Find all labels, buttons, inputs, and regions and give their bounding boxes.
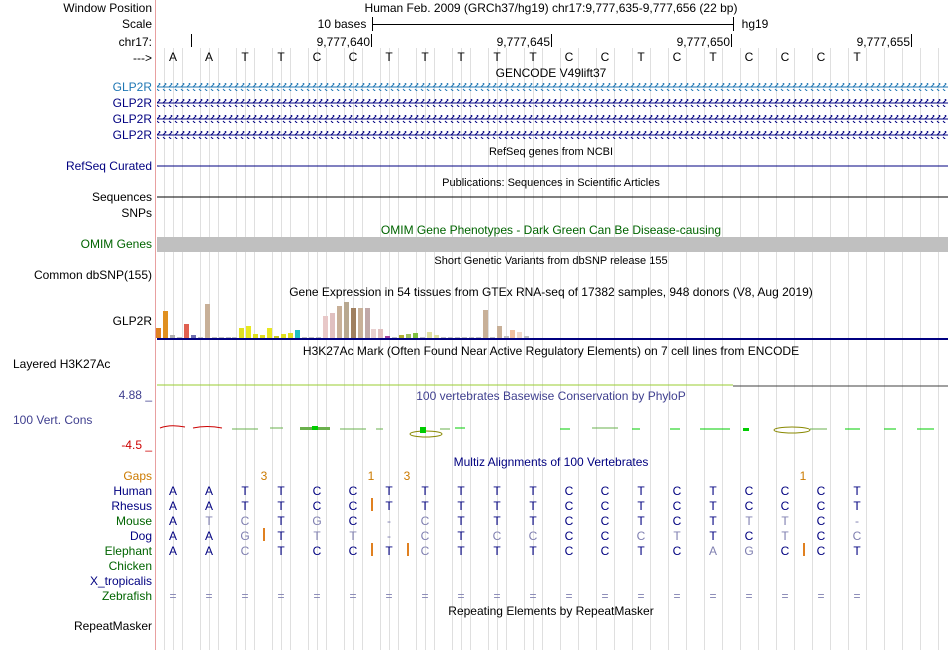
gtex-tissue-bar[interactable]: [504, 336, 509, 338]
sequence-base: T: [637, 50, 645, 64]
ruler-coordinate: 9,777,645: [496, 35, 550, 49]
alignment-base: G: [312, 514, 322, 528]
scale-assembly-text: hg19: [741, 17, 769, 31]
alignment-base: A: [168, 499, 178, 513]
multiz-track-title: Multiz Alignments of 100 Vertebrates: [453, 455, 649, 469]
gtex-tissue-bar[interactable]: [510, 330, 515, 338]
gtex-tissue-bar[interactable]: [267, 328, 272, 338]
sequence-base: T: [709, 50, 717, 64]
sequence-base: A: [168, 50, 178, 64]
gtex-tissue-bar[interactable]: [497, 326, 502, 338]
gap-count: 1: [367, 469, 375, 483]
alignment-base: C: [780, 544, 790, 558]
gap-count: 1: [799, 469, 807, 483]
h3k27ac-track-label[interactable]: Layered H3K27Ac: [13, 357, 111, 371]
alignment-base: C: [816, 514, 826, 528]
sequence-base: C: [564, 50, 574, 64]
alignment-base: T: [493, 484, 501, 498]
alignment-base: =: [601, 589, 609, 603]
gtex-tissue-bar[interactable]: [524, 336, 529, 338]
alignment-base: C: [240, 544, 250, 558]
alignment-base: T: [637, 514, 645, 528]
ruler-coordinate: 9,777,640: [316, 35, 370, 49]
gtex-tissue-bar[interactable]: [184, 324, 189, 338]
alignment-base: C: [420, 529, 430, 543]
species-label-dog[interactable]: Dog: [129, 529, 152, 543]
alignment-base: C: [816, 544, 826, 558]
gtex-tissue-bar[interactable]: [434, 335, 439, 338]
gtex-tissue-bar[interactable]: [163, 311, 168, 338]
gtex-tissue-bar[interactable]: [191, 335, 196, 338]
gtex-tissue-bar[interactable]: [274, 336, 279, 338]
gtex-tissue-bar[interactable]: [253, 334, 258, 338]
alignment-base: T: [277, 514, 285, 528]
alignment-base: C: [780, 499, 790, 513]
gencode-track-label[interactable]: GLP2R: [112, 128, 152, 142]
gap-count: 3: [403, 469, 411, 483]
alignment-base: C: [636, 529, 646, 543]
gtex-tissue-bar[interactable]: [490, 337, 495, 338]
publications-track-title: Publications: Sequences in Scientific Articles: [442, 177, 660, 189]
gtex-tissue-bar[interactable]: [170, 335, 175, 338]
sequence-base: C: [744, 50, 754, 64]
alignment-base: =: [205, 589, 213, 603]
alignment-base: T: [493, 499, 501, 513]
gtex-tissue-bar[interactable]: [358, 308, 363, 338]
gtex-tissue-bar[interactable]: [517, 332, 522, 338]
gtex-tissue-bar[interactable]: [260, 335, 265, 338]
alignment-base: =: [673, 589, 681, 603]
alignment-base: T: [529, 514, 537, 528]
gtex-tissue-bar[interactable]: [483, 310, 488, 338]
gtex-tissue-bar[interactable]: [371, 329, 376, 338]
gtex-tissue-bar[interactable]: [441, 337, 446, 338]
gtex-tissue-bar[interactable]: [316, 337, 321, 338]
alignment-base: T: [277, 529, 285, 543]
alignment-base: T: [781, 514, 789, 528]
alignment-base: T: [493, 544, 501, 558]
phylop-max-label: 4.88 _: [118, 388, 152, 402]
alignment-base: C: [672, 544, 682, 558]
phylop-signal[interactable]: [160, 426, 934, 437]
alignment-base: C: [528, 529, 538, 543]
alignment-base: =: [637, 589, 645, 603]
alignment-base: =: [529, 589, 537, 603]
alignment-base: T: [385, 499, 393, 513]
gtex-tissue-bar[interactable]: [156, 328, 161, 338]
gtex-tissue-bar[interactable]: [385, 336, 390, 338]
sequence-base: T: [529, 50, 537, 64]
snp-track-title: Short Genetic Variants from dbSNP release 155: [434, 255, 668, 267]
alignment-base: =: [817, 589, 825, 603]
gtex-tissue-bar[interactable]: [219, 337, 224, 338]
gtex-tissue-bar[interactable]: [351, 308, 356, 338]
strand-arrow-label: --->: [133, 51, 152, 65]
alignment-base: T: [457, 484, 465, 498]
refseq-track-label[interactable]: RefSeq Curated: [65, 159, 152, 173]
species-label-rhesus[interactable]: Rhesus: [111, 499, 152, 513]
alignment-base: C: [312, 544, 322, 558]
alignment-base: T: [781, 529, 789, 543]
alignment-base: T: [853, 499, 861, 513]
gtex-tissue-bar[interactable]: [330, 313, 335, 338]
alignment-base: T: [241, 484, 249, 498]
alignment-base: T: [241, 499, 249, 513]
gtex-tissue-bar[interactable]: [476, 337, 481, 338]
sequence-base: T: [853, 50, 861, 64]
phylop-track-label[interactable]: 100 Vert. Cons: [13, 413, 93, 427]
species-label-human[interactable]: Human: [113, 484, 152, 498]
gencode-transcript[interactable]: [157, 131, 948, 139]
sequence-base: T: [241, 50, 249, 64]
alignment-base: =: [421, 589, 429, 603]
window-position-label[interactable]: Window Position: [63, 1, 152, 15]
scale-bar-text: 10 bases: [317, 17, 367, 31]
sequence-base: C: [600, 50, 610, 64]
species-label-x-tropicalis[interactable]: X_tropicalis: [89, 574, 152, 588]
omim-track-label[interactable]: OMIM Genes: [80, 237, 152, 251]
gencode-track-label[interactable]: GLP2R: [112, 80, 152, 94]
gtex-tissue-bar[interactable]: [302, 337, 307, 338]
alignment-base: T: [385, 484, 393, 498]
alignment-base: -: [387, 514, 391, 528]
alignment-base: A: [204, 529, 214, 543]
alignment-base: T: [457, 544, 465, 558]
alignment-base: A: [204, 484, 214, 498]
alignment-base: C: [564, 484, 574, 498]
species-label-mouse[interactable]: Mouse: [115, 514, 152, 528]
alignment-base: =: [277, 589, 285, 603]
alignment-base: =: [709, 589, 717, 603]
gencode-track-label[interactable]: GLP2R: [112, 112, 152, 126]
gtex-tissue-bar[interactable]: [462, 337, 467, 338]
alignment-base: T: [637, 484, 645, 498]
ruler-coordinate: 9,777,650: [676, 35, 730, 49]
alignment-base: C: [744, 484, 754, 498]
alignment-base: C: [600, 484, 610, 498]
gencode-transcript[interactable]: [157, 99, 948, 107]
alignment-base: T: [709, 499, 717, 513]
alignment-base: C: [780, 484, 790, 498]
gtex-tissue-bar[interactable]: [288, 333, 293, 338]
alignment-base: C: [420, 514, 430, 528]
alignment-base: T: [709, 529, 717, 543]
alignment-base: T: [205, 514, 213, 528]
gtex-tissue-bar[interactable]: [232, 337, 237, 338]
gtex-track-label[interactable]: GLP2R: [112, 314, 152, 328]
sequences-track-label[interactable]: Sequences: [91, 190, 152, 204]
alignment-base: C: [816, 529, 826, 543]
repeatmasker-track-label[interactable]: RepeatMasker: [73, 619, 152, 633]
alignment-base: C: [744, 499, 754, 513]
species-label-chicken[interactable]: Chicken: [108, 559, 152, 573]
gencode-track-title: GENCODE V49lift37: [495, 66, 607, 80]
refseq-track-title: RefSeq genes from NCBI: [488, 146, 614, 158]
alignment-base: T: [529, 499, 537, 513]
gtex-tissue-bar[interactable]: [226, 337, 231, 338]
alignment-base: C: [672, 514, 682, 528]
alignment-base: G: [240, 529, 250, 543]
gtex-tissue-bar[interactable]: [365, 308, 370, 338]
scale-label[interactable]: Scale: [121, 17, 152, 31]
alignment-base: A: [168, 514, 178, 528]
sequence-base: C: [816, 50, 826, 64]
gencode-track-label[interactable]: GLP2R: [112, 96, 152, 110]
species-label-zebrafish[interactable]: Zebrafish: [101, 589, 152, 603]
alignment-base: C: [348, 544, 358, 558]
alignment-base: A: [204, 499, 214, 513]
alignment-base: T: [277, 499, 285, 513]
alignment-base: T: [421, 499, 429, 513]
repeatmasker-track-title: Repeating Elements by RepeatMasker: [448, 604, 654, 618]
gtex-track-title: Gene Expression in 54 tissues from GTEx RNA-seq of 17382 samples, 948 donors (V8, Aug 2019): [289, 285, 813, 299]
alignment-base: T: [673, 529, 681, 543]
alignment-base: -: [387, 529, 391, 543]
alignment-base: C: [816, 499, 826, 513]
alignment-base: T: [493, 514, 501, 528]
alignment-base: T: [421, 484, 429, 498]
gtex-tissue-bar[interactable]: [212, 337, 217, 338]
alignment-base: T: [853, 544, 861, 558]
alignment-base: C: [744, 529, 754, 543]
gtex-tissue-bar[interactable]: [455, 337, 460, 338]
phylop-track-title: 100 vertebrates Basewise Conservation by PhyloP: [416, 389, 686, 403]
alignment-base: G: [744, 544, 754, 558]
gtex-tissue-bar[interactable]: [205, 304, 210, 338]
dbsnp-track-label[interactable]: Common dbSNP(155): [33, 268, 152, 282]
alignment-base: =: [745, 589, 753, 603]
omim-track-title: OMIM Gene Phenotypes - Dark Green Can Be Disease-causing: [380, 223, 722, 237]
alignment-base: T: [709, 514, 717, 528]
alignment-base: C: [600, 544, 610, 558]
sequence-base: A: [204, 50, 214, 64]
sequence-base: C: [312, 50, 322, 64]
gtex-tissue-bar[interactable]: [198, 337, 203, 338]
alignment-base: C: [564, 544, 574, 558]
alignment-base: T: [277, 484, 285, 498]
gtex-tissue-bar[interactable]: [413, 333, 418, 338]
alignment-base: C: [420, 544, 430, 558]
alignment-base: =: [457, 589, 465, 603]
alignment-base: C: [852, 529, 862, 543]
sequence-base: T: [493, 50, 501, 64]
gaps-label: Gaps: [123, 469, 152, 483]
sequence-base: T: [421, 50, 429, 64]
sequence-base: C: [780, 50, 790, 64]
gtex-tissue-bar[interactable]: [239, 328, 244, 338]
alignment-base: =: [385, 589, 393, 603]
gtex-tissue-bar[interactable]: [469, 337, 474, 338]
gtex-tissue-bar[interactable]: [246, 326, 251, 338]
alignment-base: C: [816, 484, 826, 498]
alignment-base: A: [708, 544, 718, 558]
gtex-tissue-bar[interactable]: [378, 329, 383, 338]
alignment-base: T: [709, 484, 717, 498]
sequence-base: T: [457, 50, 465, 64]
phylop-min-label: -4.5 _: [121, 438, 152, 452]
alignment-base: C: [348, 499, 358, 513]
alignment-base: T: [853, 484, 861, 498]
omim-gene-bar[interactable]: [157, 237, 948, 252]
alignment-base: C: [312, 499, 322, 513]
window-position-text: Human Feb. 2009 (GRCh37/hg19) chr17:9,777,635-9,777,656 (22 bp): [364, 1, 738, 15]
alignment-base: T: [349, 529, 357, 543]
alignment-base: A: [204, 544, 214, 558]
gtex-tissue-bar[interactable]: [295, 330, 300, 338]
gtex-tissue-bar[interactable]: [399, 335, 404, 338]
alignment-base: C: [600, 499, 610, 513]
gtex-tissue-bar[interactable]: [406, 334, 411, 338]
snps-track-label[interactable]: SNPs: [121, 206, 152, 220]
alignment-base: C: [672, 484, 682, 498]
alignment-base: C: [564, 514, 574, 528]
alignment-base: T: [529, 484, 537, 498]
alignment-base: =: [349, 589, 357, 603]
sequence-base: T: [385, 50, 393, 64]
gtex-tissue-bar[interactable]: [309, 337, 314, 338]
alignment-base: T: [457, 529, 465, 543]
gtex-tissue-bar[interactable]: [337, 306, 342, 338]
alignment-base: T: [529, 544, 537, 558]
alignment-base: C: [240, 514, 250, 528]
alignment-base: T: [637, 499, 645, 513]
alignment-base: =: [853, 589, 861, 603]
alignment-base: T: [457, 499, 465, 513]
alignment-base: A: [168, 544, 178, 558]
alignment-base: =: [493, 589, 501, 603]
alignment-base: C: [564, 499, 574, 513]
alignment-base: =: [313, 589, 321, 603]
alignment-base: T: [637, 544, 645, 558]
alignment-base: C: [348, 484, 358, 498]
alignment-base: T: [313, 529, 321, 543]
alignment-base: =: [241, 589, 249, 603]
gtex-tissue-bar[interactable]: [448, 337, 453, 338]
alignment-base: C: [348, 514, 358, 528]
alignment-base: =: [781, 589, 789, 603]
alignment-base: =: [565, 589, 573, 603]
ruler-coordinate: 9,777,655: [856, 35, 910, 49]
sequence-base: T: [277, 50, 285, 64]
chrom-label[interactable]: chr17:: [118, 35, 152, 49]
gencode-transcript[interactable]: [157, 83, 948, 91]
gtex-tissue-bar[interactable]: [281, 334, 286, 338]
alignment-base: T: [277, 544, 285, 558]
alignment-base: A: [168, 484, 178, 498]
alignment-base: T: [745, 514, 753, 528]
sequence-base: C: [348, 50, 358, 64]
alignment-base: C: [672, 499, 682, 513]
gtex-tissue-bar[interactable]: [323, 316, 328, 338]
gap-count: 3: [260, 469, 268, 483]
alignment-base: T: [457, 514, 465, 528]
alignment-base: C: [600, 529, 610, 543]
species-label-elephant[interactable]: Elephant: [104, 544, 152, 558]
alignment-base: C: [492, 529, 502, 543]
alignment-base: C: [312, 484, 322, 498]
alignment-base: C: [600, 514, 610, 528]
gtex-tissue-bar[interactable]: [392, 337, 397, 338]
alignment-base: A: [168, 529, 178, 543]
alignment-base: -: [855, 514, 859, 528]
gtex-tissue-bar[interactable]: [427, 332, 432, 338]
alignment-base: T: [385, 544, 393, 558]
sequence-base: C: [672, 50, 682, 64]
gtex-tissue-bar[interactable]: [420, 337, 425, 338]
gtex-tissue-bar[interactable]: [344, 302, 349, 338]
gtex-tissue-bar[interactable]: [177, 337, 182, 338]
alignment-base: =: [169, 589, 177, 603]
h3k27ac-track-title: H3K27Ac Mark (Often Found Near Active Regulatory Elements) on 7 cell lines from ENCODE: [302, 344, 800, 358]
gencode-transcript[interactable]: [157, 115, 948, 123]
alignment-base: C: [564, 529, 574, 543]
